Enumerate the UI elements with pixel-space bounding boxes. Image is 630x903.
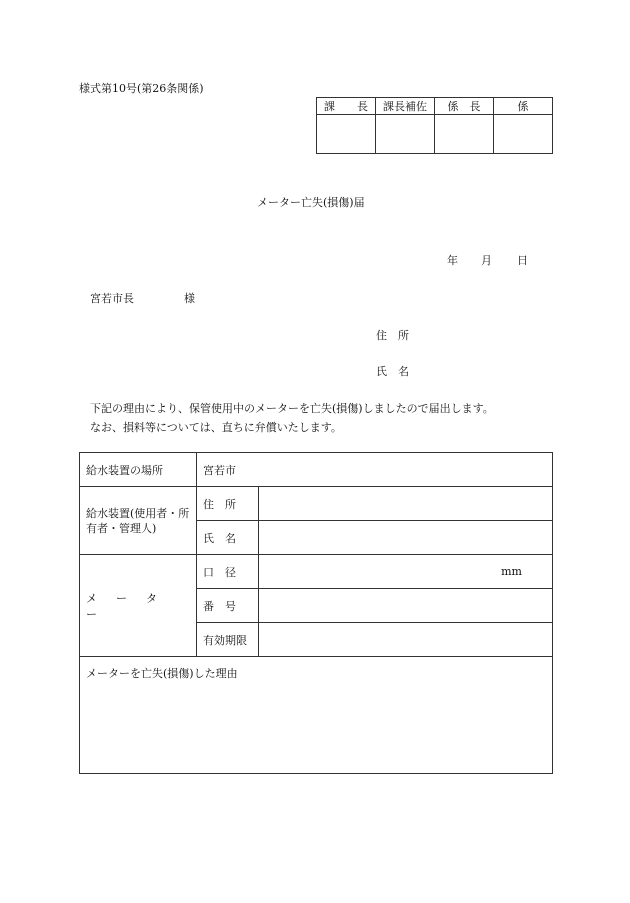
approval-header-staff: 係 xyxy=(494,98,553,115)
body-line-1: 下記の理由により、保管使用中のメーターを亡失(損傷)しましたので届出します。 xyxy=(90,402,494,415)
meter-number-field[interactable] xyxy=(259,589,553,623)
location-label: 給水装置の場所 xyxy=(80,453,197,487)
date-day-label: 日 xyxy=(517,254,528,267)
reason-field[interactable] xyxy=(80,657,553,774)
meter-bore-field[interactable] xyxy=(259,555,553,589)
approval-stamp-box[interactable] xyxy=(376,115,435,154)
form-number: 様式第10号(第26条関係) xyxy=(79,82,204,95)
meter-bore-label: 口 径 xyxy=(197,555,259,589)
approval-stamp-box[interactable] xyxy=(435,115,494,154)
approval-header-subsection-chief: 係 長 xyxy=(435,98,494,115)
meter-bore-unit: mm xyxy=(501,565,522,578)
meter-label xyxy=(80,555,197,657)
owner-address-label: 住 所 xyxy=(197,487,259,521)
body-line-2: なお、損料等については、直ちに弁償いたします。 xyxy=(90,421,342,434)
addressee-honorific: 様 xyxy=(184,292,195,305)
owner-label: 給水装置(使用者・所有者・管理人) xyxy=(80,487,197,555)
meter-label-text: メーター xyxy=(86,591,176,621)
meter-expiry-label: 有効期限 xyxy=(197,623,259,657)
reason-label: メーターを亡失(損傷)した理由 xyxy=(86,667,238,680)
detail-table xyxy=(79,452,553,774)
owner-address-field[interactable] xyxy=(259,487,553,521)
approval-header-section-chief: 課 長 xyxy=(317,98,376,115)
date-year-label: 年 xyxy=(447,254,458,267)
location-value[interactable]: 宮若市 xyxy=(197,453,553,487)
meter-expiry-field[interactable] xyxy=(259,623,553,657)
approval-stamp-table xyxy=(316,97,553,154)
date-month-label: 月 xyxy=(481,254,492,267)
applicant-address-label: 住 所 xyxy=(376,329,409,342)
document-title: メーター亡失(損傷)届 xyxy=(257,196,365,209)
addressee-name: 宮若市長 xyxy=(90,292,134,305)
meter-number-label: 番 号 xyxy=(197,589,259,623)
approval-header-assistant-chief: 課長補佐 xyxy=(376,98,435,115)
approval-stamp-box[interactable] xyxy=(494,115,553,154)
owner-name-field[interactable] xyxy=(259,521,553,555)
owner-name-label: 氏 名 xyxy=(197,521,259,555)
approval-stamp-box[interactable] xyxy=(317,115,376,154)
applicant-name-label: 氏 名 xyxy=(376,365,409,378)
